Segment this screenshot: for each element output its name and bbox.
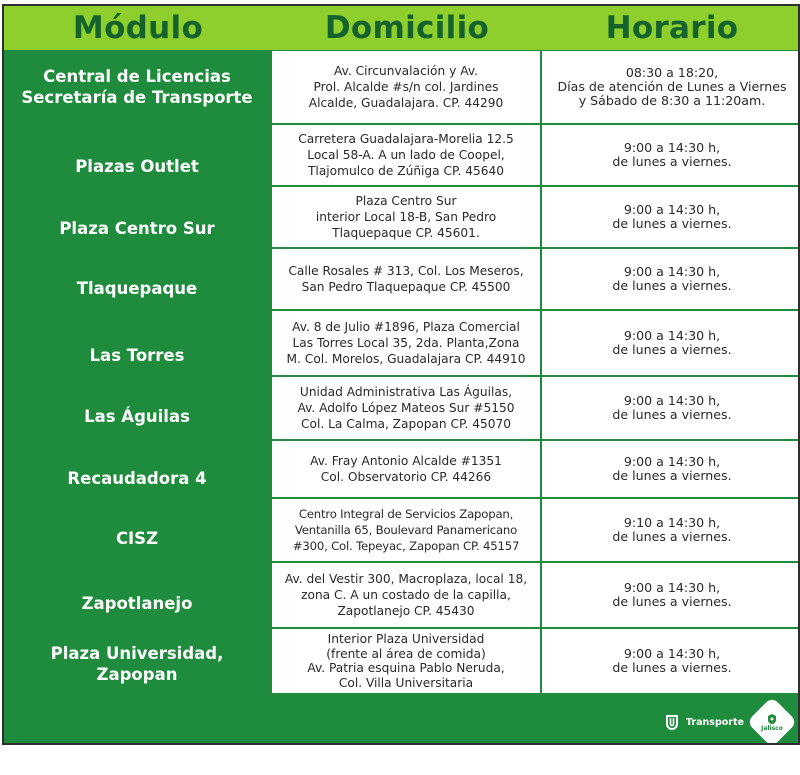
module-address: Centro Integral de Servicios Zapopan, Ventanilla 65, Boulevard Panamericano #300, Col. Tepeyac, Zapopan CP. 45157 [272,499,540,561]
module-address: Carretera Guadalajara-Morelia 12.5 Local 58-A. A un lado de Coopel, Tlajomulco de Zúñiga CP. 45640 [272,125,540,185]
column-header-horario: Horario [605,10,739,46]
module-name: Central de Licencias Secretaría de Transporte [21,67,253,107]
module-hours: 9:00 a 14:30 h, de lunes a viernes. [542,187,800,247]
schedule-table [2,4,800,745]
table-row [4,310,800,376]
module-hours: 9:00 a 14:30 h, de lunes a viernes. [542,377,800,439]
brand-label: Transporte [686,716,744,728]
module-hours: 9:00 a 14:30 h, de lunes a viernes. [542,441,800,497]
module-name: CISZ [115,528,159,548]
table-row [4,186,800,248]
table-row [4,248,800,310]
jalisco-badge-content [754,704,790,740]
module-address: Av. 8 de Julio #1896, Plaza Comercial Las Torres Local 35, 2da. Planta,Zona M. Col. Morelos, Guadalajara CP. 44910 [272,311,540,375]
module-address: Av. Circunvalación y Av. Prol. Alcalde #s/n col. Jardines Alcalde, Guadalajara. CP. 44290 [272,51,540,123]
module-name: Recaudadora 4 [67,468,207,488]
column-header-domicilio: Domicilio [324,10,490,46]
module-address: Plaza Centro Sur interior Local 18-B, San Pedro Tlaquepaque CP. 45601. [272,187,540,247]
transporte-logo-icon [664,714,680,730]
module-name: Las Águilas [84,406,190,426]
table-row [4,376,800,440]
table-row [4,124,800,186]
module-address: Calle Rosales # 313, Col. Los Meseros, San Pedro Tlaquepaque CP. 45500 [272,249,540,309]
table-row [4,562,800,628]
transporte-brand [664,712,744,732]
table-row [4,440,800,498]
table-row [4,628,800,694]
module-address: Unidad Administrativa Las Águilas, Av. Adolfo López Mateos Sur #5150 Col. La Calma, Zapopan CP. 45070 [272,377,540,439]
module-address: Av. del Vestir 300, Macroplaza, local 18, zona C. A un costado de la capilla, Zapotlanejo CP. 45430 [272,563,540,627]
module-hours: 08:30 a 18:20, Días de atención de Lunes a Viernes y Sábado de 8:30 a 11:20am. [542,51,800,123]
module-hours: 9:10 a 14:30 h, de lunes a viernes. [542,499,800,561]
table-header [4,6,798,50]
module-hours: 9:00 a 14:30 h, de lunes a viernes. [542,311,800,375]
module-address: Av. Fray Antonio Alcalde #1351 Col. Observatorio CP. 44266 [272,441,540,497]
footer-bar [4,694,800,743]
table-row [4,50,800,124]
badge-label: Jalisco [761,724,783,732]
module-hours: 9:00 a 14:30 h, de lunes a viernes. [542,629,800,693]
module-hours: 9:00 a 14:30 h, de lunes a viernes. [542,125,800,185]
module-name: Tlaquepaque [76,278,198,298]
module-hours: 9:00 a 14:30 h, de lunes a viernes. [542,249,800,309]
module-name: Plaza Universidad, Zapopan [50,644,224,684]
module-name: Las Torres [89,345,185,365]
module-name: Zapotlanejo [81,593,193,613]
jalisco-crest-icon [766,713,778,725]
module-hours: 9:00 a 14:30 h, de lunes a viernes. [542,563,800,627]
column-header-modulo: Módulo [72,10,204,46]
module-address: Interior Plaza Universidad (frente al área de comida) Av. Patria esquina Pablo Neruda, Col. Villa Universitaria [272,629,540,693]
module-name: Plazas Outlet [75,156,199,176]
module-name: Plaza Centro Sur [59,218,215,238]
table-row [4,498,800,562]
